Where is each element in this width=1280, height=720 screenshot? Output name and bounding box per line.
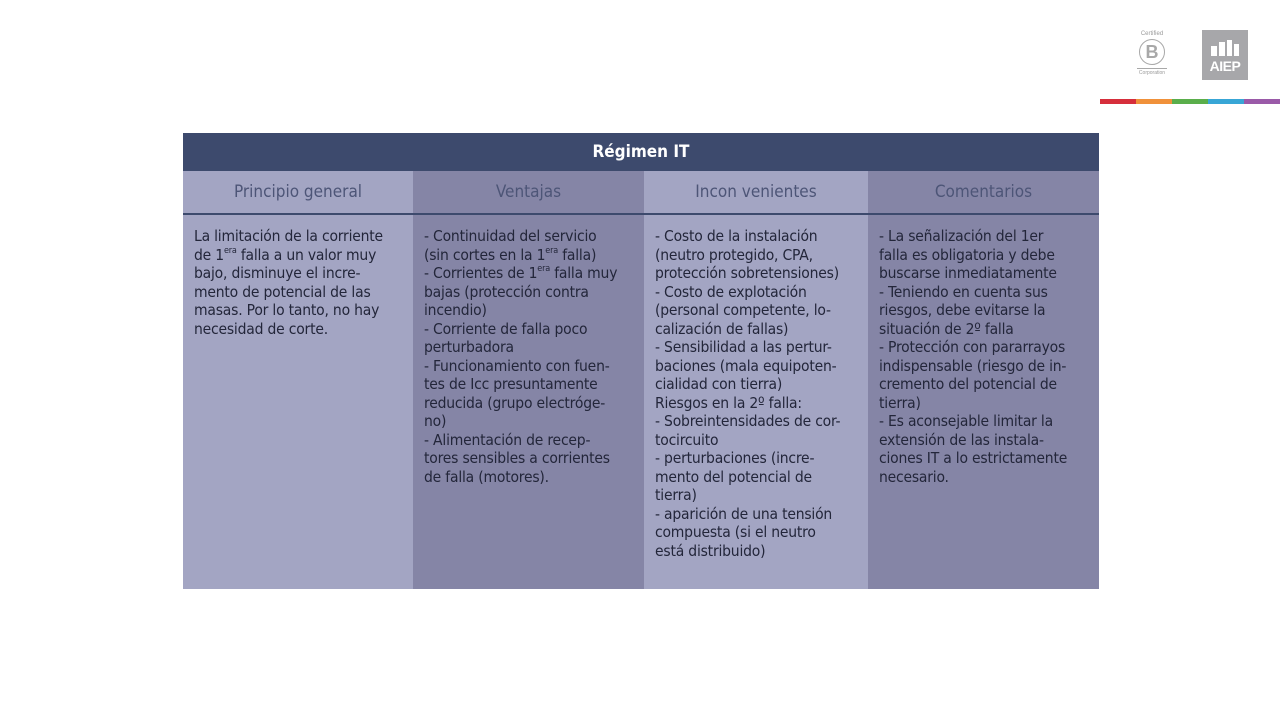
cell-text-line: - Corriente de falla poco — [424, 319, 588, 338]
aiep-building-icon — [1210, 40, 1240, 56]
cell-text-line: no) — [424, 412, 447, 430]
cell-comentarios — [868, 215, 1099, 589]
cell-principio-general — [183, 215, 413, 589]
color-bar-segment — [1244, 99, 1280, 104]
cell-text-line: - Sensibilidad a las pertur- — [655, 338, 832, 356]
cell-text-line: - perturbaciones (incre- — [655, 449, 815, 467]
cell-text-line: está distribuido) — [655, 541, 766, 560]
table-header-row — [183, 171, 1099, 215]
cell-text-line: cremento del potencial de — [879, 375, 1057, 393]
color-bar-segment — [1172, 99, 1208, 104]
bcorp-logo — [1134, 30, 1170, 82]
cell-text-line: bajo, disminuye el incre- — [194, 264, 361, 282]
cell-text-line: de falla (motores). — [424, 467, 549, 486]
cell-text-line: masas. Por lo tanto, no hay — [194, 301, 380, 319]
cell-text-line: extensión de las instala- — [879, 430, 1044, 449]
cell-text-line: necesidad de corte. — [194, 319, 328, 338]
cell-text-line: reducida (grupo electróge- — [424, 393, 606, 412]
cell-text-line: incendio) — [424, 301, 487, 319]
cell-text-line: Riesgos en la 2º falla: — [655, 393, 802, 412]
cell-text-line: mento de potencial de las — [194, 282, 371, 301]
header-inconvenientes: Incon venientes — [644, 171, 868, 213]
cell-text-line: buscarse inmediatamente — [879, 264, 1057, 282]
cell-text-line: compuesta (si el neutro — [655, 523, 816, 541]
header-ventajas: Ventajas — [413, 171, 644, 213]
cell-text-line: riesgos, debe evitarse la — [879, 301, 1046, 319]
bcorp-certified-text: Certified — [1140, 31, 1164, 37]
cell-text-line: cialidad con tierra) — [655, 375, 783, 393]
cell-text-line: (sin cortes en la $1^{era}$ falla) — [424, 245, 597, 264]
cell-text-line: - Alimentación de recep- — [424, 430, 591, 449]
bcorp-divider — [1137, 68, 1167, 69]
bcorp-b-icon: B — [1139, 39, 1165, 65]
cell-text-line: - Teniendo en cuenta sus — [879, 282, 1048, 301]
cell-text-line: - aparición de una tensión — [655, 504, 833, 523]
cell-text-line: calización de fallas) — [655, 319, 789, 338]
cell-text-line: (personal competente, lo- — [655, 301, 831, 319]
regimen-it-table — [183, 133, 1099, 589]
cell-text-line: bajas (protección contra — [424, 282, 589, 301]
table-body-row — [183, 215, 1099, 589]
color-bar-segment — [1100, 99, 1136, 104]
cell-text-line: perturbadora — [424, 338, 514, 356]
cell-text-line: - Sobreintensidades de cor- — [655, 412, 841, 430]
cell-text-line: (neutro protegido, CPA, — [655, 245, 813, 264]
header-comentarios: Comentarios — [868, 171, 1099, 213]
cell-text-line: baciones (mala equipoten- — [655, 356, 837, 375]
cell-text-line: La limitación de la corriente — [194, 227, 383, 245]
cell-text-line: protección sobretensiones) — [655, 264, 839, 282]
cell-text-line: de $1^{era}$ falla a un valor muy — [194, 245, 377, 264]
cell-text-line: tierra) — [879, 393, 921, 412]
cell-text-line: tores sensibles a corrientes — [424, 449, 610, 467]
cell-ventajas — [413, 215, 644, 589]
cell-inconvenientes — [644, 215, 868, 589]
cell-text-line: tocircuito — [655, 430, 719, 449]
cell-text-line: - Continuidad del servicio — [424, 227, 597, 245]
cell-text-line: situación de 2º falla — [879, 319, 1014, 338]
brand-color-bar — [1100, 99, 1280, 104]
cell-text-line: - Costo de la instalación — [655, 227, 818, 245]
color-bar-segment — [1208, 99, 1244, 104]
cell-text-line: - Costo de explotación — [655, 282, 807, 301]
cell-text-line: - Corrientes de $1^{era}$ falla muy — [424, 264, 618, 282]
aiep-wordmark: AIEP — [1209, 58, 1241, 74]
cell-text-line: mento del potencial de — [655, 467, 812, 486]
color-bar-segment — [1136, 99, 1172, 104]
cell-text-line: tes de Icc presuntamente — [424, 375, 598, 393]
table-title: Régimen IT — [183, 133, 1099, 171]
cell-text-line: necesario. — [879, 467, 949, 486]
cell-text-line: - Es aconsejable limitar la — [879, 412, 1053, 430]
cell-text-line: - La señalización del 1er — [879, 227, 1044, 245]
cell-text-line: ciones IT a lo estrictamente — [879, 449, 1068, 467]
cell-text-line: - Protección con pararrayos — [879, 338, 1066, 356]
cell-text-line: indispensable (riesgo de in- — [879, 356, 1067, 375]
header-principio-general: Principio general — [183, 171, 413, 213]
cell-text-line: tierra) — [655, 486, 697, 504]
cell-text-line: falla es obligatoria y debe — [879, 245, 1055, 264]
bcorp-corporation-text: Corporation — [1138, 70, 1166, 76]
cell-text-line: - Funcionamiento con fuen- — [424, 356, 610, 375]
aiep-logo — [1202, 30, 1248, 80]
